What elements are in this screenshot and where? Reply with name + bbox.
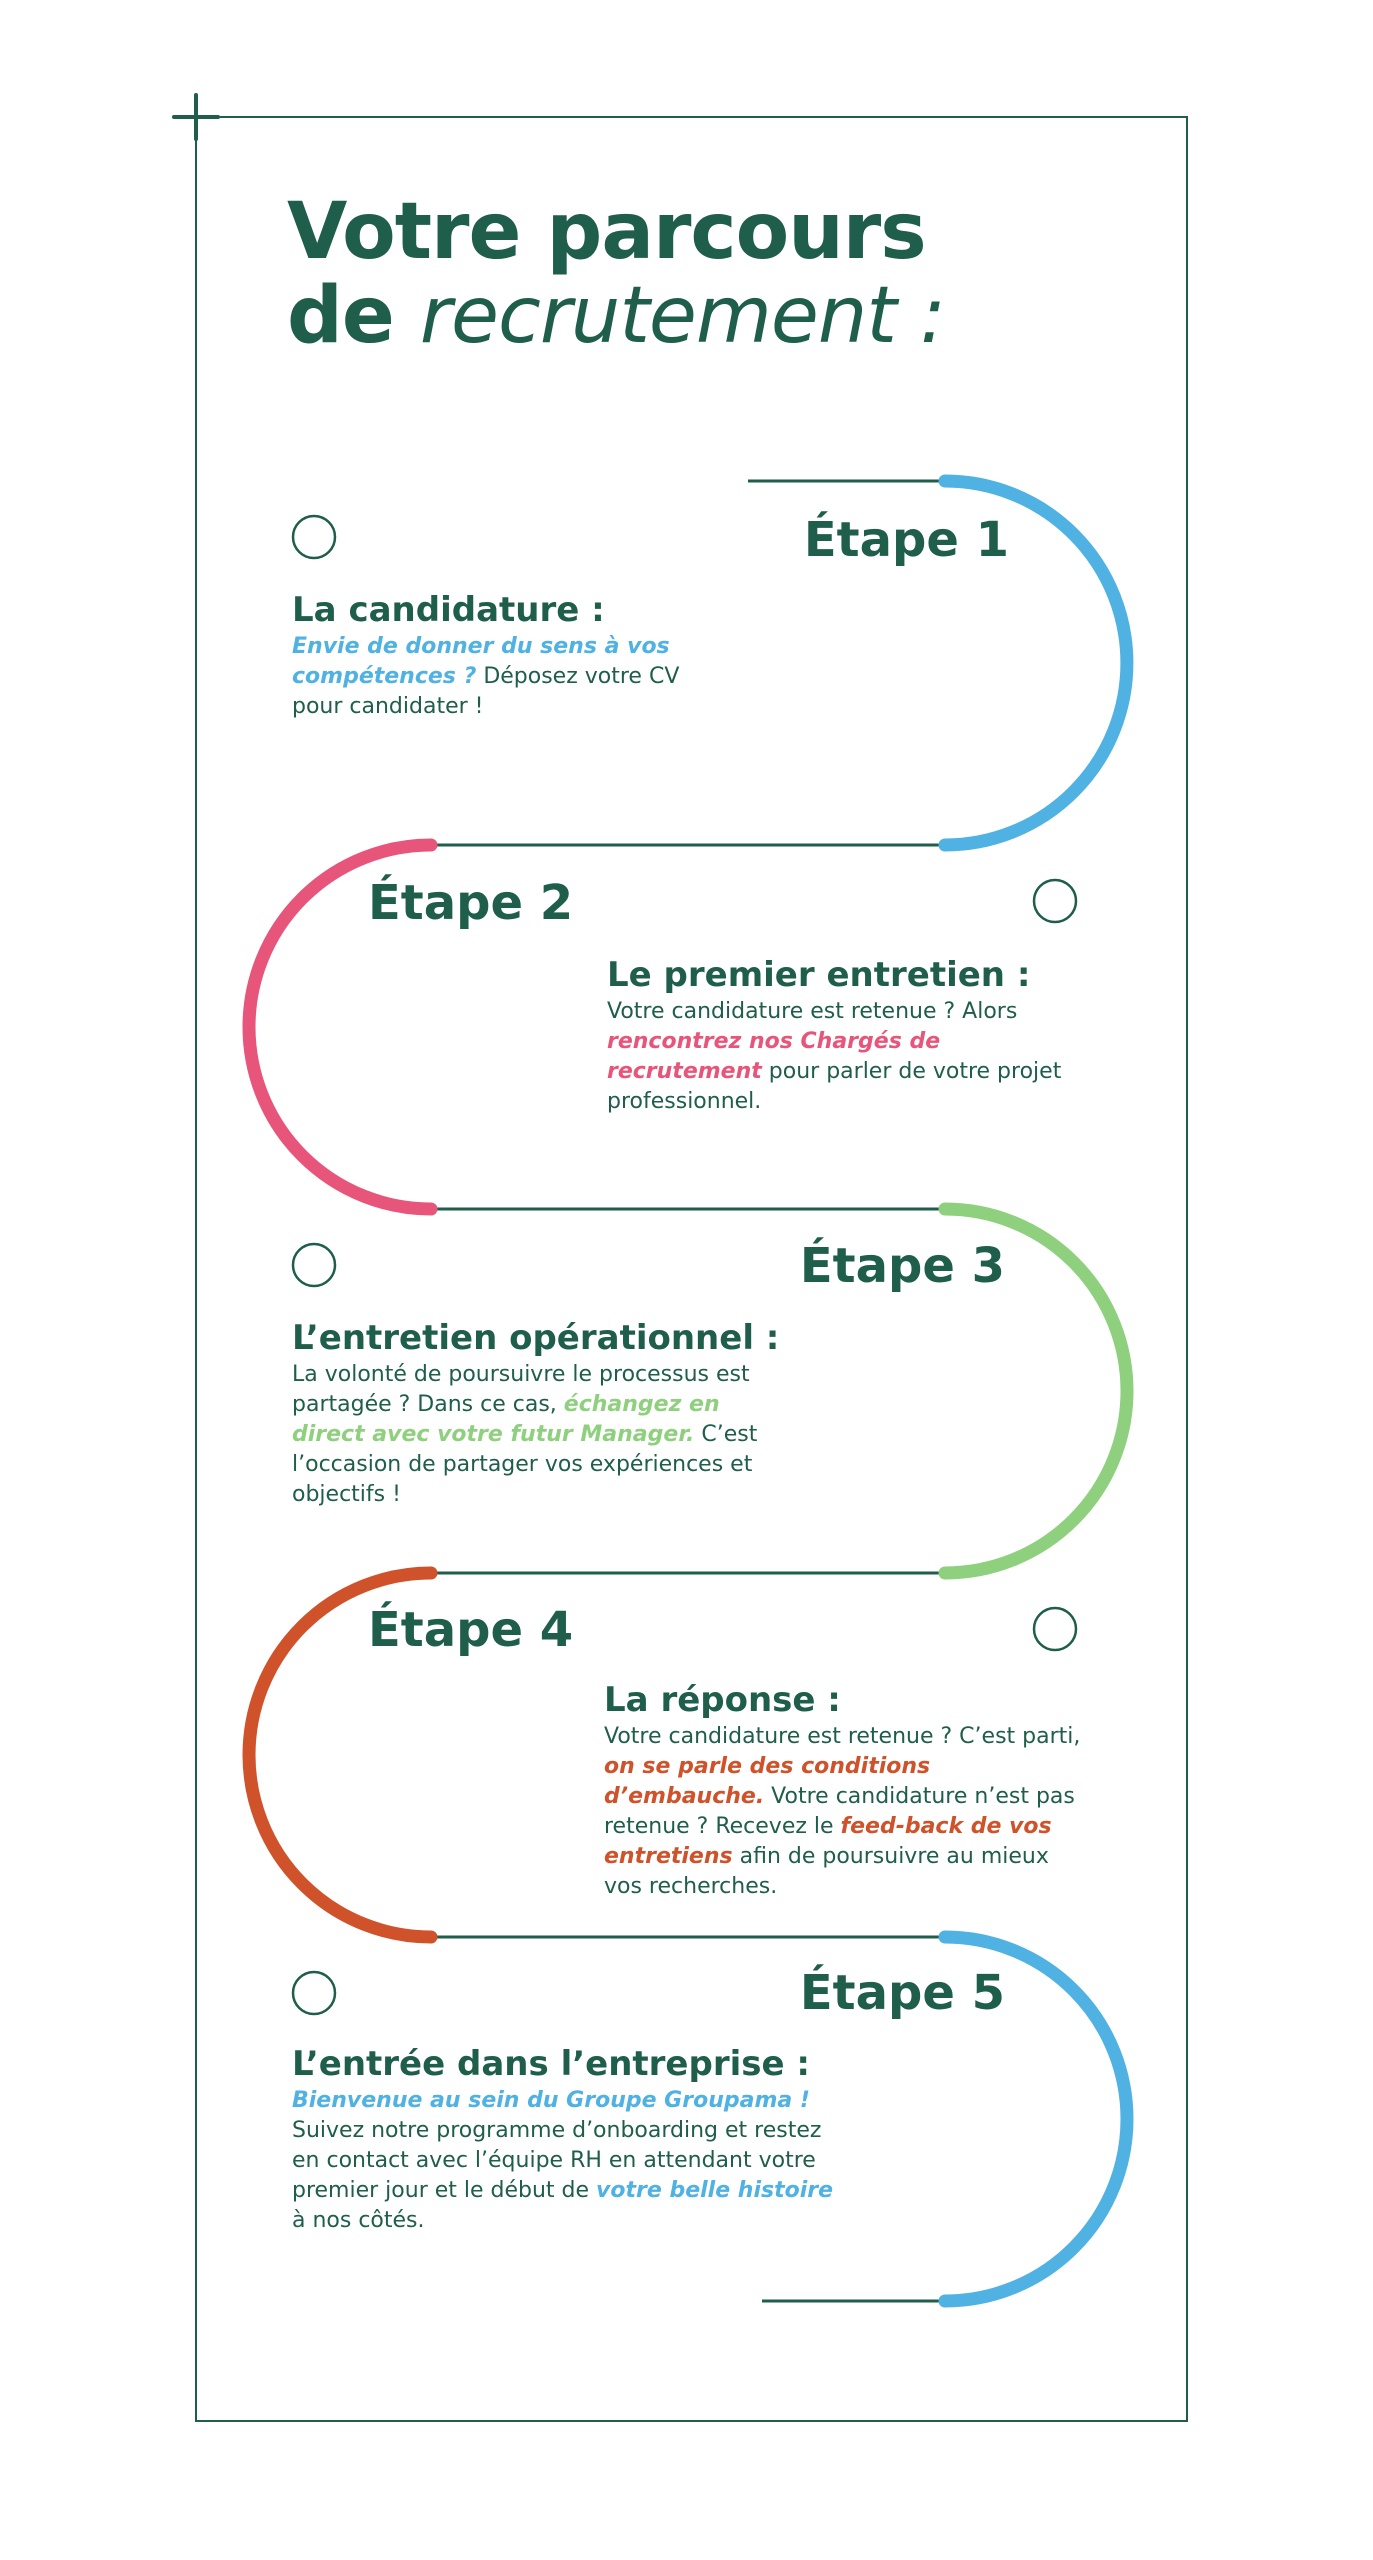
step-3-label: Étape 3 — [799, 1238, 1005, 1294]
step-3-heading: L’entretien opérationnel : — [292, 1318, 780, 1358]
step-2-circle-icon — [1034, 880, 1076, 922]
step-3-circle-icon — [293, 1244, 335, 1286]
step-4-label: Étape 4 — [368, 1602, 574, 1658]
highlight-text: échangez en direct avec votre futur Manager. — [292, 1392, 720, 1447]
highlight-text: Bienvenue au sein du Groupe Groupama ! — [292, 2088, 810, 2113]
body-text: à nos côtés. — [292, 2208, 425, 2233]
step-1-label: Étape 1 — [803, 512, 1009, 568]
step-3-body — [292, 1360, 772, 1510]
highlight-text: on se parle des conditions d’embauche. — [604, 1754, 931, 1809]
step-4-circle-icon — [1034, 1608, 1076, 1650]
step-1-heading: La candidature : — [292, 590, 605, 630]
step-2-label: Étape 2 — [368, 875, 574, 931]
step-1-body — [292, 632, 732, 722]
highlight-text: votre belle histoire — [596, 2178, 834, 2203]
title-line-1: Votre parcours — [287, 187, 926, 277]
body-text: Suivez notre programme d’onboarding et restez en contact avec l’équipe RH en attendant votre premier jour et le début de — [292, 2118, 822, 2203]
highlight-text: feed-back de vos entretiens — [604, 1814, 1052, 1869]
page-title — [287, 187, 945, 361]
step-1-text — [292, 590, 732, 722]
body-text: La volonté de poursuivre le processus est partagée ? Dans ce cas, — [292, 1362, 750, 1417]
step-2-heading: Le premier entretien : — [607, 955, 1031, 995]
highlight-text: Envie de donner du sens à vos compétences ? — [292, 634, 670, 689]
body-text: Votre candidature est retenue ? C’est parti, — [604, 1724, 1081, 1749]
body-text: afin de poursuivre au mieux vos recherches. — [604, 1844, 1049, 1899]
step-2-text — [607, 955, 1077, 1117]
step-5-heading: L’entrée dans l’entreprise : — [292, 2044, 810, 2084]
body-text: Déposez votre CV pour candidater ! — [292, 664, 680, 719]
step-2-body — [607, 997, 1077, 1117]
step-5-text — [292, 2044, 852, 2236]
corner-plus-icon — [174, 95, 218, 139]
step-4-text — [604, 1680, 1084, 1902]
step-5-body — [292, 2086, 852, 2236]
step-3-text — [292, 1318, 780, 1510]
body-text: Votre candidature n’est pas retenue ? Recevez le — [604, 1784, 1075, 1839]
step-5-label: Étape 5 — [799, 1965, 1005, 2021]
body-text: pour parler de votre projet professionnel. — [607, 1059, 1062, 1114]
step-5-circle-icon — [293, 1972, 335, 2014]
body-text: Votre candidature est retenue ? Alors — [607, 999, 1018, 1024]
step-4-heading: La réponse : — [604, 1680, 841, 1720]
title-line-2-prefix: de — [287, 271, 420, 361]
step-4-body — [604, 1722, 1084, 1902]
title-line-2-italic: recrutement : — [419, 271, 945, 361]
step-1-circle-icon — [293, 516, 335, 558]
body-text: C’est l’occasion de partager vos expériences et objectifs ! — [292, 1422, 758, 1507]
highlight-text: rencontrez nos Chargés de recrutement — [607, 1029, 941, 1084]
